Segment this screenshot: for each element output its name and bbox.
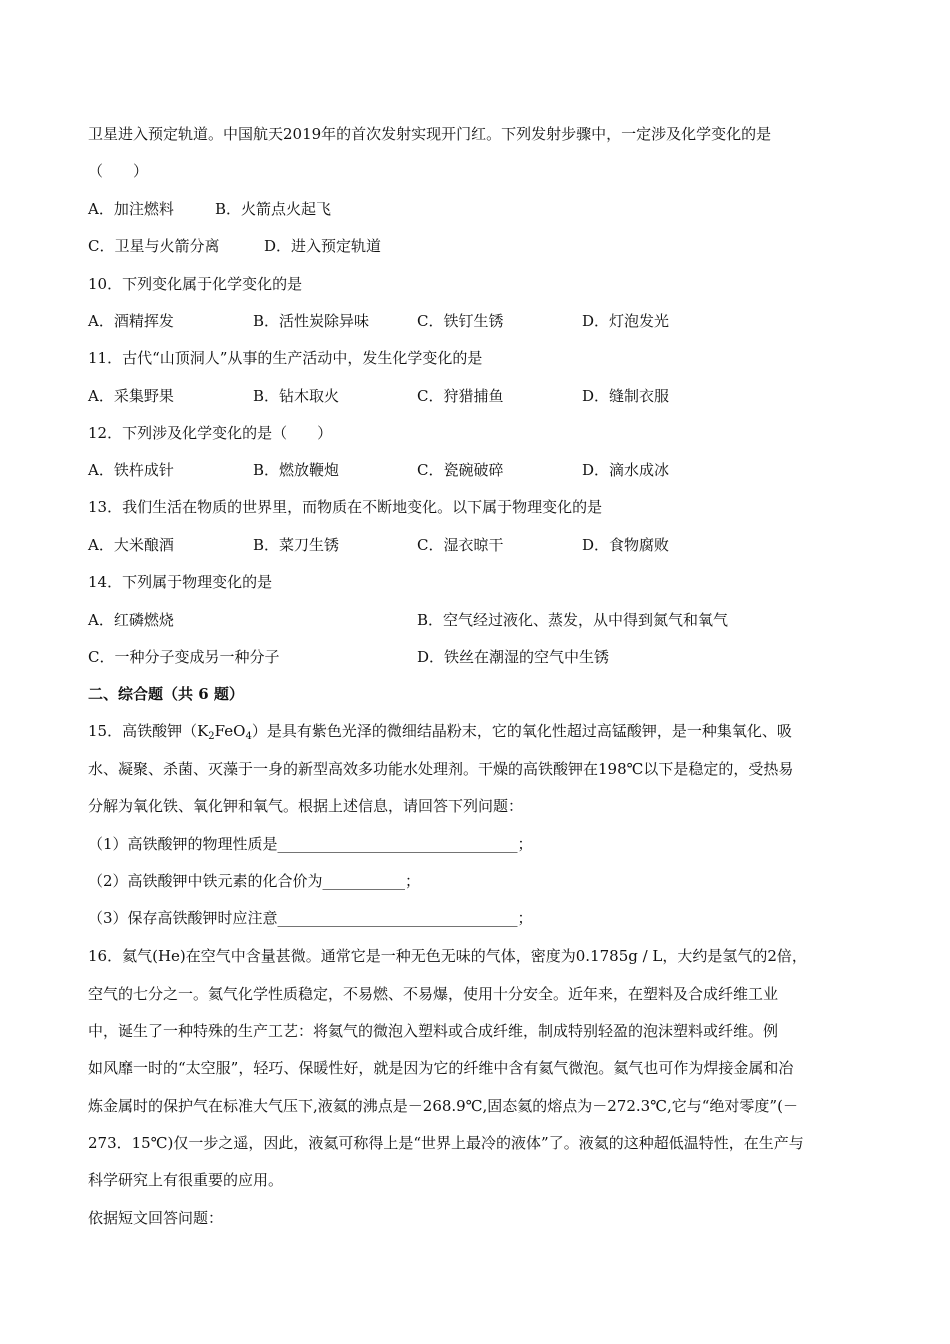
q11-option-c[interactable]: C．狩猎捕鱼	[417, 387, 504, 405]
q15-subquestion-3[interactable]: （3）保存高铁酸钾时应注意________________________________；	[88, 909, 533, 927]
q11-stem: 11．古代“山顶洞人”从事的生产活动中，发生化学变化的是	[88, 349, 483, 367]
q15-text-post: ）是具有紫色光泽的微细结晶粉末，它的氧化性超过高锰酸钾，是一种集氧化、吸	[251, 722, 792, 740]
q13-option-a[interactable]: A．大米酿酒	[88, 536, 174, 554]
q12-option-b[interactable]: B．燃放鞭炮	[253, 461, 340, 479]
q9-stem-line: 卫星进入预定轨道。中国航天2019年的首次发射实现开门红。下列发射步骤中，一定涉及化学变化的是	[88, 125, 772, 143]
q15-sub-4: 4	[245, 731, 252, 742]
q13-stem: 13．我们生活在物质的世界里，而物质在不断地变化。以下属于物理变化的是	[88, 498, 603, 516]
q11-option-a[interactable]: A．采集野果	[88, 387, 174, 405]
q16-passage-line3: 中，诞生了一种特殊的生产工艺：将氦气的微泡入塑料或合成纤维，制成特别轻盈的泡沫塑料或纤维。例	[88, 1022, 779, 1040]
q16-passage-line7: 科学研究上有很重要的应用。	[88, 1171, 284, 1189]
q15-stem-line3: 分解为氧化铁、氧化钾和氧气。根据上述信息，请回答下列问题：	[88, 797, 524, 815]
q16-instruction: 依据短文回答问题：	[88, 1209, 224, 1227]
q9-option-d[interactable]: D．进入预定轨道	[264, 237, 382, 255]
q15-text-mid: FeO	[214, 722, 246, 740]
q16-passage-line4: 如风靡一时的“太空服”，轻巧、保暖性好，就是因为它的纤维中含有氦气微泡。氦气也可作为焊接金属和冶	[88, 1059, 794, 1077]
q9-option-c[interactable]: C．卫星与火箭分离	[88, 237, 220, 255]
q13-option-c[interactable]: C．湿衣晾干	[417, 536, 504, 554]
q13-option-d[interactable]: D．食物腐败	[582, 536, 670, 554]
q10-option-a[interactable]: A．酒精挥发	[88, 312, 174, 330]
q13-option-b[interactable]: B．菜刀生锈	[253, 536, 340, 554]
q10-stem: 10．下列变化属于化学变化的是	[88, 275, 303, 293]
q14-option-b[interactable]: B．空气经过液化、蒸发，从中得到氮气和氧气	[417, 611, 729, 629]
q12-option-c[interactable]: C．瓷碗破碎	[417, 461, 504, 479]
q16-passage-line5: 炼金属时的保护气在标准大气压下,液氦的沸点是－268.9℃,固态氦的熔点为－272.3℃,它与“绝对零度”(－	[88, 1097, 798, 1115]
q10-option-d[interactable]: D．灯泡发光	[582, 312, 670, 330]
q10-option-b[interactable]: B．活性炭除异味	[253, 312, 370, 330]
q12-stem: 12．下列涉及化学变化的是（ ）	[88, 424, 333, 442]
q14-option-c[interactable]: C．一种分子变成另一种分子	[88, 648, 280, 666]
q9-answer-paren: （ ）	[88, 162, 149, 180]
q10-option-c[interactable]: C．铁钉生锈	[417, 312, 504, 330]
q14-option-a[interactable]: A．红磷燃烧	[88, 611, 174, 629]
q15-subquestion-2[interactable]: （2）高铁酸钾中铁元素的化合价为___________；	[88, 872, 421, 890]
q9-option-a[interactable]: A．加注燃料	[88, 200, 174, 218]
q15-sub-2: 2	[208, 731, 215, 742]
q12-option-a[interactable]: A．铁杵成针	[88, 461, 174, 479]
q14-stem: 14．下列属于物理变化的是	[88, 573, 273, 591]
q15-stem-line1	[88, 721, 792, 741]
q16-passage-line1: 16．氦气(He)在空气中含量甚微。通常它是一种无色无味的气体，密度为0.1785g / L，大约是氢气的2倍，	[88, 947, 807, 965]
section-title: 二、综合题（共 6 题）	[88, 685, 244, 703]
q9-option-b[interactable]: B．火箭点火起飞	[215, 200, 332, 218]
q15-stem-line2: 水、凝聚、杀菌、灭藻于一身的新型高效多功能水处理剂。干燥的高铁酸钾在198℃以下是稳定的，受热易	[88, 760, 794, 778]
q14-option-d[interactable]: D．铁丝在潮湿的空气中生锈	[417, 648, 610, 666]
q16-passage-line6: 273．15℃)仅一步之遥，因此，液氦可称得上是“世界上最冷的液体”了。液氦的这种超低温特性，在生产与	[88, 1134, 804, 1152]
q16-passage-line2: 空气的七分之一。氦气化学性质稳定，不易燃、不易爆，使用十分安全。近年来，在塑料及合成纤维工业	[88, 985, 779, 1003]
q12-option-d[interactable]: D．滴水成冰	[582, 461, 670, 479]
q15-text-pre: 15．高铁酸钾（K	[88, 722, 209, 740]
q15-subquestion-1[interactable]: （1）高铁酸钾的物理性质是________________________________；	[88, 835, 533, 853]
q11-option-d[interactable]: D．缝制衣服	[582, 387, 670, 405]
q11-option-b[interactable]: B．钻木取火	[253, 387, 340, 405]
